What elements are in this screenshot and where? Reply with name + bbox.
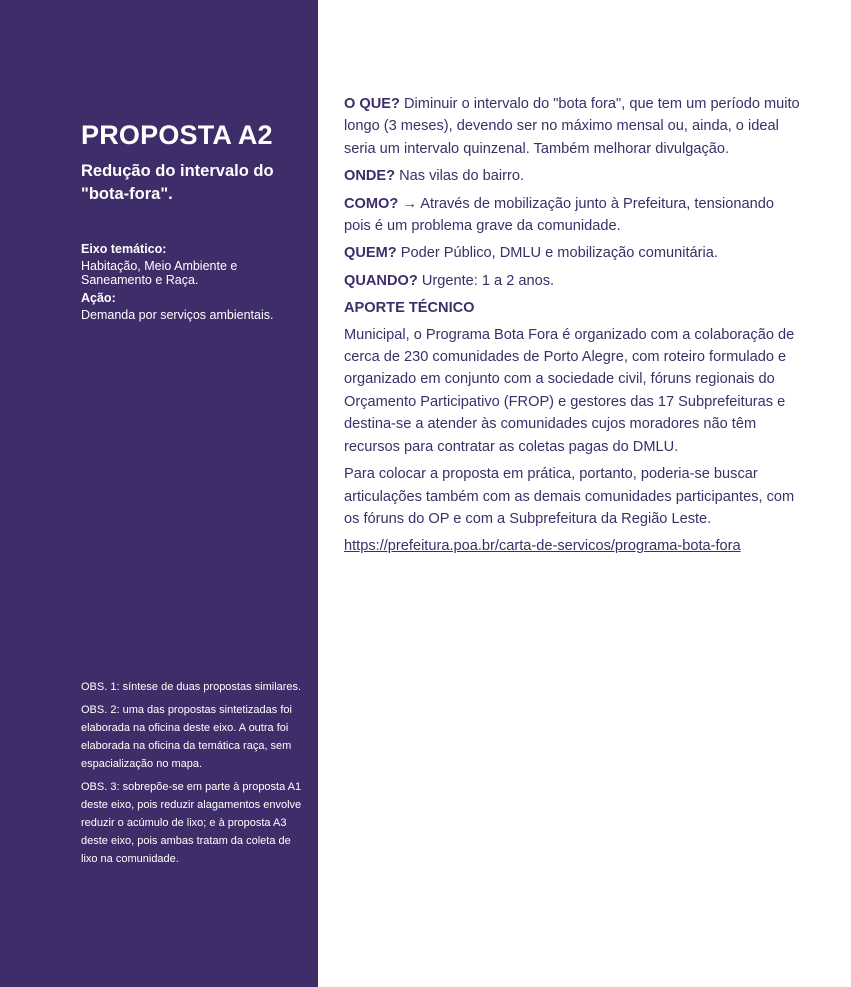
que-text: Diminuir o intervalo do "bota fora", que tem um período muito longo (3 meses), devendo ser no máximo mensal ou, ainda, o ideal seria um intervalo quinzenal. Também melhorar divulgação. <box>344 96 800 157</box>
como-label: COMO? <box>344 195 399 212</box>
obs-1: OBS. 1: síntese de duas propostas similares. <box>81 681 302 693</box>
bota-fora-link[interactable]: https://prefeitura.poa.br/carta-de-servicos/programa-bota-fora <box>344 538 741 555</box>
eixo-value: Habitação, Meio Ambiente e Saneamento e Raça. <box>81 259 238 287</box>
quando-text: Urgente: 1 a 2 anos. <box>417 272 555 289</box>
onde-text: Nas vilas do bairro. <box>395 168 525 185</box>
quem-section <box>344 242 804 264</box>
como-text: → Através de mobilização junto à Prefeitura, tensionando pois é um problema grave da comunidade. <box>344 195 774 235</box>
quem-text: Poder Público, DMLU e mobilização comunitária. <box>396 245 718 262</box>
que-label: O QUE? <box>344 96 400 112</box>
eixo-label: Eixo temático: <box>81 242 167 256</box>
aporte-paragraph-1: Municipal, o Programa Bota Fora é organizado com a colaboração de cerca de 230 comunidades de Porto Alegre, com roteiro formulado e organizado em conjunto com a sociedade civil, fóruns regionais do Orçamento Participativo (FROP) e gestores das 17 Subprefeituras e destina-se a atender às comunidades cujos moradores não têm recursos para contratar as coletas pagas do DMLU. <box>344 326 795 455</box>
quando-section <box>344 270 804 292</box>
observations <box>81 678 303 873</box>
acao-value: Demanda por serviços ambientais. <box>81 308 274 322</box>
proposal-meta <box>81 242 301 326</box>
onde-section <box>344 165 804 187</box>
aporte-heading: APORTE TÉCNICO <box>344 300 475 317</box>
obs-3: OBS. 3: sobrepõe-se em parte à proposta A1 deste eixo, pois reduzir alagamentos envolve reduzir o acúmulo de lixo; e à proposta A3 deste eixo, pois ambas tratam da coleta de lixo na comunidade. <box>81 781 302 865</box>
quem-label: QUEM? <box>344 245 397 262</box>
como-section <box>344 193 804 238</box>
onde-label: ONDE? <box>344 168 396 185</box>
acao-label: Ação: <box>81 291 116 305</box>
proposal-title: PROPOSTA A2 <box>81 120 273 150</box>
proposal-content <box>344 93 804 563</box>
aporte-paragraph-2: Para colocar a proposta em prática, portanto, poderia-se buscar articulações também com as demais comunidades participantes, com os fóruns do OP e com a Subprefeitura da Região Leste. <box>344 466 795 527</box>
obs-2: OBS. 2: uma das propostas sintetizadas foi elaborada na oficina deste eixo. A outra foi elaborada na oficina da temática raça, sem espacialização no mapa. <box>81 704 292 770</box>
quando-label: QUANDO? <box>344 272 418 289</box>
sidebar-panel <box>0 0 318 987</box>
proposal-subtitle: Redução do intervalo do "bota-fora". <box>81 162 274 203</box>
que-section <box>344 93 804 160</box>
